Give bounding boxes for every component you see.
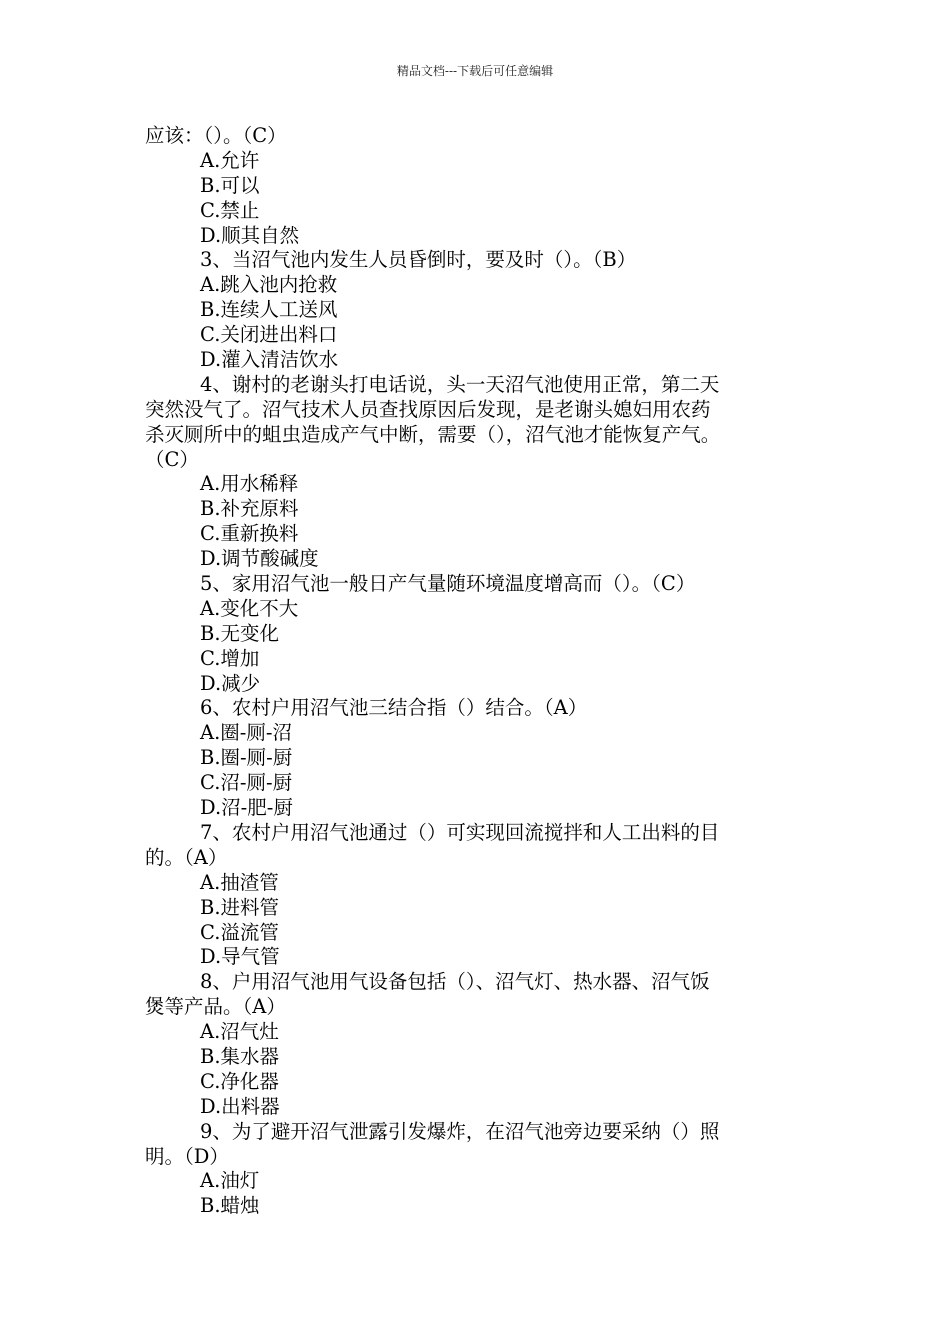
text-line: D.沼-肥-厨 [200, 796, 293, 820]
text-line: 4、谢村的老谢头打电话说，头一天沼气池使用正常，第二天 [200, 372, 720, 396]
text-line: C.沼-厕-厨 [200, 771, 293, 795]
text-line: A.用水稀释 [200, 472, 299, 496]
text-line: B.蜡烛 [200, 1194, 260, 1218]
text-line: 应该：（）。（C） [145, 124, 287, 147]
text-line: 突然没气了。沼气技术人员查找原因后发现，是老谢头媳妇用农药 [145, 397, 711, 421]
text-line: B.连续人工送风 [200, 298, 338, 322]
text-line: D.导气管 [200, 945, 280, 969]
text-line: A.抽渣管 [200, 870, 279, 894]
text-line: B.集水器 [200, 1044, 280, 1068]
text-line: B.补充原料 [200, 497, 299, 521]
text-line: C.溢流管 [200, 920, 279, 944]
text-line: C.关闭进出料口 [200, 323, 338, 347]
text-line: A.沼气灶 [200, 1020, 279, 1044]
page-header: 精品文档---下载后可任意编辑 [396, 64, 554, 78]
text-line: D.减少 [200, 671, 261, 695]
text-line: D.顺其自然 [200, 223, 300, 247]
text-line: A.变化不大 [200, 596, 299, 620]
text-line: B.圈-厕-厨 [200, 746, 293, 770]
text-line: A.跳入池内抢救 [200, 273, 338, 297]
text-line: D.出料器 [200, 1094, 280, 1118]
text-line: 6、农村户用沼气池三结合指（）结合。（A） [200, 696, 588, 720]
text-line: D.调节酸碱度 [200, 547, 319, 571]
text-line: 5、家用沼气池一般日产气量随环境温度增高而（）。（C） [200, 572, 696, 596]
text-line: 明。（D） [145, 1144, 229, 1168]
text-line: B.无变化 [200, 621, 280, 645]
document-body [145, 124, 815, 1219]
text-line: 8、户用沼气池用气设备包括（）、沼气灯、热水器、沼气饭 [200, 970, 710, 994]
text-line: 9、为了避开沼气泄露引发爆炸，在沼气池旁边要采纳（）照 [200, 1119, 720, 1143]
text-line: B.进料管 [200, 895, 280, 919]
text-line: A.圈-厕-沼 [200, 721, 292, 745]
text-line: 3、当沼气池内发生人员昏倒时，要及时（）。（B） [200, 248, 637, 272]
text-line: B.可以 [200, 173, 260, 197]
text-line: C.重新换料 [200, 522, 299, 546]
text-line: 的。（A） [145, 845, 228, 869]
text-line: A.油灯 [200, 1169, 260, 1193]
text-line: C.禁止 [200, 198, 260, 222]
text-line: C.净化器 [200, 1069, 279, 1093]
text-line: D.灌入清洁饮水 [200, 348, 339, 372]
text-line: 煲等产品。（A） [145, 995, 286, 1019]
text-line: C.增加 [200, 646, 260, 670]
text-line: A.允许 [200, 148, 260, 172]
text-line: 杀灭厕所中的蛆虫造成产气中断，需要（），沼气池才能恢复产气。 [145, 422, 721, 446]
text-line: 7、农村户用沼气池通过（）可实现回流搅拌和人工出料的目 [200, 820, 720, 844]
text-line: （C） [145, 447, 199, 471]
